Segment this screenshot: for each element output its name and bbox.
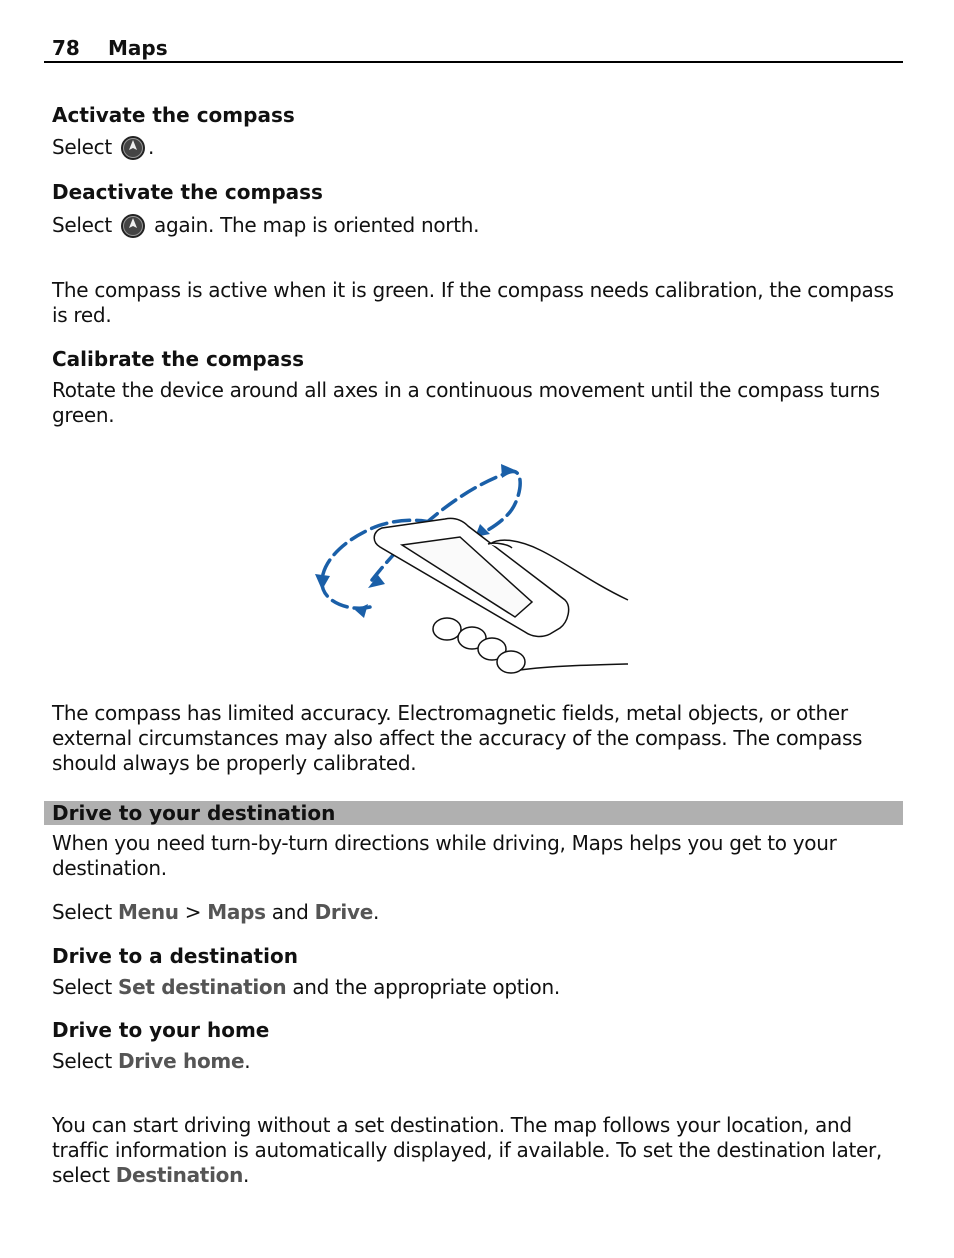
drive-destination-heading: Drive to a destination	[52, 944, 298, 968]
select-label: Select	[52, 900, 112, 924]
calibrate-compass-heading: Calibrate the compass	[52, 347, 305, 371]
activate-compass-heading: Activate the compass	[52, 103, 295, 127]
section-name: Maps	[108, 36, 168, 60]
drive-destination-text	[52, 975, 904, 1000]
and-text: and	[265, 900, 315, 924]
set-destination-link[interactable]: Set destination	[117, 975, 287, 999]
drive-intro-paragraph: When you need turn-by-turn directions while driving, Maps helps you get to your destination.	[52, 831, 837, 880]
path-separator: >	[178, 900, 208, 924]
deactivate-compass-text	[52, 213, 904, 239]
maps-link[interactable]: Maps	[207, 900, 266, 924]
compass-accuracy-paragraph: The compass has limited accuracy. Electromagnetic fields, metal objects, or other external circumstances may also affect the accuracy of the compass. The compass should always be properly calibrated.	[52, 701, 863, 775]
activate-compass-text	[52, 135, 904, 161]
drive-free-paragraph	[52, 1113, 904, 1188]
drive-link[interactable]: Drive	[314, 900, 373, 924]
page-number: 78	[52, 36, 80, 60]
home-period: .	[244, 1049, 251, 1073]
compass-icon	[120, 213, 146, 239]
compass-icon	[120, 135, 146, 161]
menu-link[interactable]: Menu	[117, 900, 179, 924]
page-header	[44, 35, 903, 63]
compass-status-paragraph: The compass is active when it is green. If the compass needs calibration, the compass is red.	[52, 278, 894, 327]
drive-section-title: Drive to your destination	[52, 801, 336, 825]
select-label: Select	[52, 135, 112, 159]
destination-link[interactable]: Destination	[115, 1163, 244, 1187]
drive-home-heading: Drive to your home	[52, 1018, 270, 1042]
calibrate-compass-text: Rotate the device around all axes in a continuous movement until the compass turns green.	[52, 378, 880, 427]
phone-rotation-illustration	[310, 462, 635, 684]
select-label: Select	[52, 975, 112, 999]
select-label: Select	[52, 213, 112, 237]
deactivate-compass-heading: Deactivate the compass	[52, 180, 323, 204]
select-label: Select	[52, 1049, 112, 1073]
activate-period: .	[147, 135, 155, 159]
drive-select-path	[52, 900, 904, 925]
drive-home-link[interactable]: Drive home	[117, 1049, 245, 1073]
destination-text-tail: and the appropriate option.	[286, 975, 560, 999]
deactivate-text-tail: again. The map is oriented north.	[154, 213, 480, 237]
free-period: .	[243, 1163, 250, 1187]
drive-home-text	[52, 1049, 904, 1074]
free-drive-text: You can start driving without a set destination. The map follows your location, and traffic information is automatically displayed, if available. To set the destination later, select	[52, 1113, 882, 1187]
drive-section-bar	[44, 801, 903, 825]
path-period: .	[373, 900, 380, 924]
